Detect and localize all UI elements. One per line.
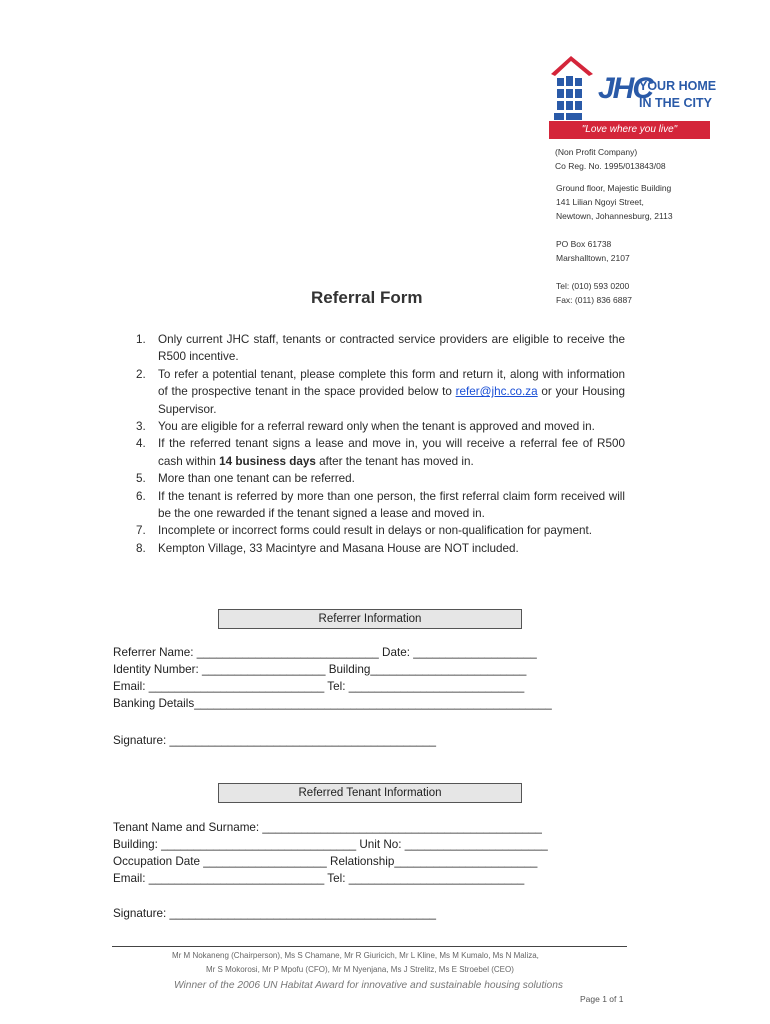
- list-text: If the referred tenant signs a lease and move in, you will receive a referral fee of R500 cash within: [158, 437, 625, 468]
- address-line: 141 Lilian Ngoyi Street,: [556, 197, 644, 207]
- board-members-line1: Mr M Nokaneng (Chairperson), Ms S Chamane, Mr R Giuricich, Mr L Kline, Ms M Kumalo, Ms N Maliza,: [172, 951, 539, 960]
- list-item: [136, 470, 625, 487]
- list-text: Incomplete or incorrect forms could result in delays or non-qualification for payment.: [158, 524, 592, 538]
- board-members-line2: Mr S Mokorosi, Mr P Mpofu (CFO), Mr M Nyenjana, Ms J Strelitz, Ms E Stroebel (CEO): [206, 965, 514, 974]
- company-reg-no: Co Reg. No. 1995/013843/08: [555, 161, 666, 171]
- list-text: More than one tenant can be referred.: [158, 472, 355, 486]
- list-text: To refer a potential tenant, please complete this form and return it, along with information of the prospective tenant in the space provided below to: [158, 367, 625, 399]
- list-item: [136, 435, 625, 470]
- referrer-banking-field[interactable]: Banking Details_______________________________________________________: [113, 697, 552, 710]
- list-text: You are eligible for a referral reward only when the tenant is approved and moved in.: [158, 420, 595, 434]
- company-type: (Non Profit Company): [555, 147, 638, 157]
- list-number: 6.: [136, 489, 146, 503]
- po-box-line: PO Box 61738: [556, 239, 612, 249]
- list-item: [136, 366, 625, 418]
- email-link[interactable]: refer@jhc.co.za: [455, 385, 538, 399]
- company-fax: Fax: (011) 836 6887: [556, 295, 632, 305]
- list-text: Kempton Village, 33 Macintyre and Masana House are NOT included.: [158, 541, 519, 555]
- referrer-id-building-field[interactable]: Identity Number: ___________________ Building________________________: [113, 663, 527, 676]
- list-text: If the tenant is referred by more than one person, the first referral claim form received will be the one rewarded if the tenant signed a lease and moved in.: [158, 489, 625, 521]
- list-item: [136, 540, 625, 557]
- page-title: Referral Form: [311, 288, 423, 307]
- logo-slogan-line2: IN THE CITY: [639, 96, 712, 110]
- list-number: 5.: [136, 472, 146, 486]
- tenant-building-unit-field[interactable]: Building: ______________________________ Unit No: ______________________: [113, 838, 548, 851]
- company-po-box: [556, 237, 630, 265]
- rules-list: [136, 331, 625, 557]
- list-number: 3.: [136, 420, 146, 434]
- list-number: 8.: [136, 541, 146, 555]
- tenant-email-tel-field[interactable]: Email: ___________________________ Tel: ___________________________: [113, 872, 525, 885]
- list-number: 7.: [136, 524, 146, 538]
- list-text-bold: 14 business days: [219, 454, 316, 468]
- award-statement: Winner of the 2006 UN Habitat Award for innovative and sustainable housing solutions: [174, 980, 563, 991]
- tenant-name-field[interactable]: Tenant Name and Surname: ___________________________________________: [113, 821, 542, 834]
- company-address: [556, 181, 673, 223]
- referrer-email-tel-field[interactable]: Email: ___________________________ Tel: ___________________________: [113, 680, 525, 693]
- company-tel: Tel: (010) 593 0200: [556, 281, 630, 291]
- list-number: 4.: [136, 437, 146, 451]
- list-item: [136, 418, 625, 435]
- address-line: Newtown, Johannesburg, 2113: [556, 211, 673, 221]
- referrer-name-date-field[interactable]: Referrer Name: ____________________________ Date: ___________________: [113, 646, 537, 659]
- list-text: after the tenant has moved in.: [315, 454, 474, 468]
- list-item: [136, 488, 625, 523]
- tenant-signature-field[interactable]: Signature: _________________________________________: [113, 907, 437, 920]
- list-number: 1.: [136, 333, 146, 346]
- company-contact: [556, 279, 632, 307]
- po-box-line: Marshalltown, 2107: [556, 253, 630, 263]
- list-item: [136, 331, 625, 366]
- logo-tagline: "Love where you live": [549, 121, 710, 139]
- tenant-section-heading: Referred Tenant Information: [218, 783, 522, 803]
- company-registration: [555, 145, 666, 173]
- list-text: Only current JHC staff, tenants or contracted service providers are eligible to receive the R500 incentive.: [158, 333, 625, 364]
- referrer-section-heading: Referrer Information: [218, 609, 522, 629]
- list-number: 2.: [136, 367, 146, 381]
- page-number: Page 1 of 1: [580, 994, 624, 1004]
- tenant-occupation-relationship-field[interactable]: Occupation Date ___________________ Relationship______________________: [113, 855, 538, 868]
- footer-divider: [112, 946, 627, 947]
- address-line: Ground floor, Majestic Building: [556, 183, 672, 193]
- logo-slogan-line1: YOUR HOME: [639, 79, 717, 93]
- logo-brand: JHC: [598, 72, 653, 105]
- referrer-signature-field[interactable]: Signature: _________________________________________: [113, 734, 437, 747]
- list-text: or your Housing Supervisor.: [158, 385, 625, 416]
- list-item: [136, 522, 625, 539]
